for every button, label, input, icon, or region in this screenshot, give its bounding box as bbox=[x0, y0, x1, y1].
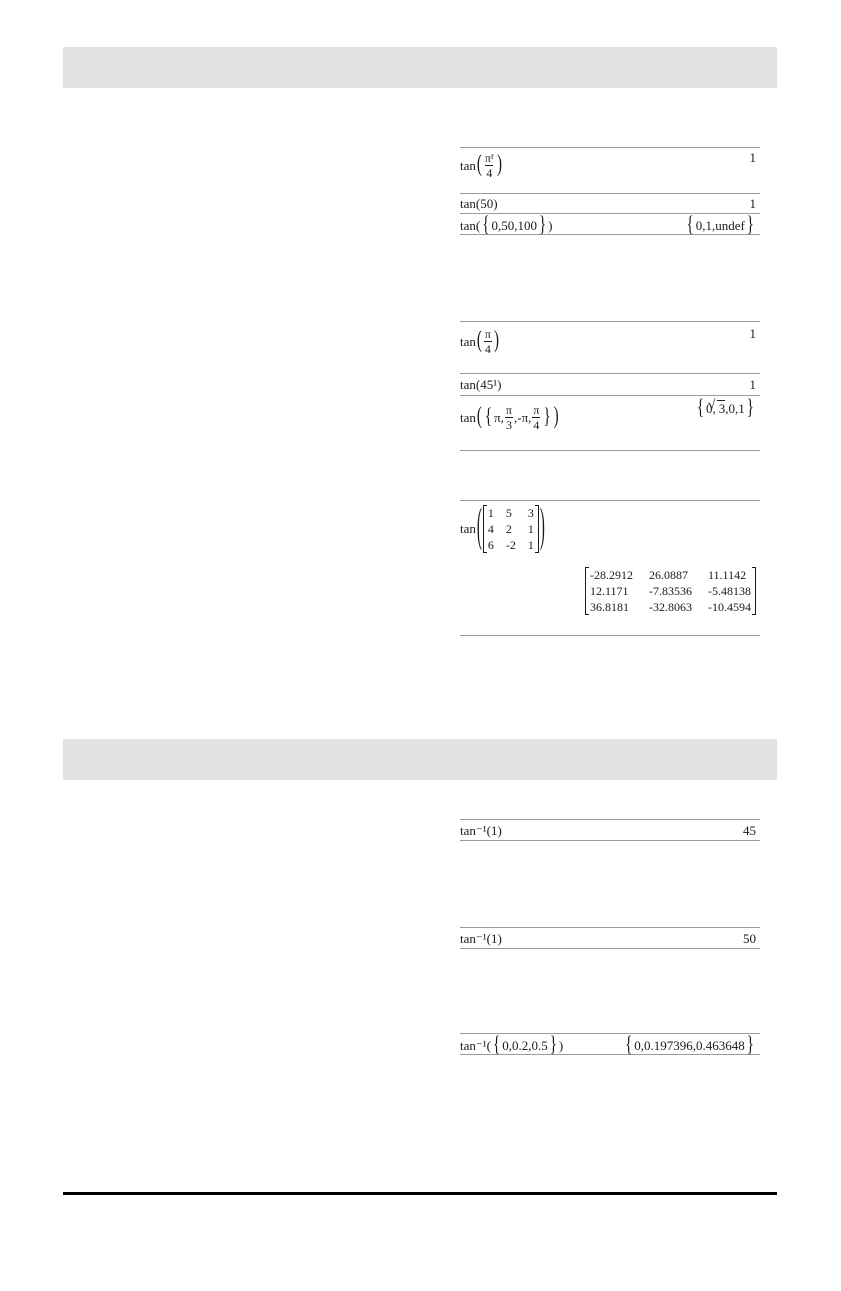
example-row: tan ( { π, $\frac{\pi}{3}$ ,-π, $\frac{\pi}{4}$ } ) { 0, √ 3 ,0,1 } bbox=[460, 395, 760, 451]
example-box-3 bbox=[460, 500, 760, 636]
example-box-6 bbox=[460, 1033, 760, 1055]
example-box-4 bbox=[460, 819, 760, 841]
result: 45 bbox=[743, 823, 756, 838]
result: 1 bbox=[749, 150, 756, 165]
section-header-arctan bbox=[63, 739, 777, 780]
section-header-tan bbox=[63, 47, 777, 88]
input-matrix: 1 5 3 4 2 1 6 -2 1 bbox=[483, 505, 539, 553]
function-name: tan bbox=[460, 157, 476, 173]
result bbox=[585, 567, 756, 615]
example-box-2 bbox=[460, 321, 760, 451]
result-matrix: -28.2912 26.0887 11.1142 12.1171 -7.83536 -5.48138 36.8181 -32.8063 -10.4594 bbox=[585, 567, 756, 615]
result: 1 bbox=[749, 326, 756, 341]
result: { 0,1,undef } bbox=[686, 212, 754, 237]
result: { 0,0.197396,0.463648 } bbox=[625, 1032, 754, 1057]
example-row: tan ( 1 5 3 4 2 1 6 -2 1 ) -28.2912 26.0887 11.1142 12.1171 -7.83536 -5.48138 36.8181 -32.8063 -10.4594 bbox=[460, 500, 760, 636]
fraction: $\frac{\pi^r}{4}$ bbox=[484, 151, 494, 180]
result: { 0, √ 3 ,0,1 } bbox=[695, 400, 756, 417]
example-row: tan ( 45¹ ) 1 bbox=[460, 373, 760, 395]
example-row: tan⁻¹ ( 1 ) 45 bbox=[460, 819, 760, 841]
example-row: tan ( $\frac{\pi}{4}$ ) 1 bbox=[460, 321, 760, 373]
example-box-5 bbox=[460, 927, 760, 949]
result: 50 bbox=[743, 931, 756, 946]
example-row: tan ( { 0,50,100 } ) { 0,1,undef } bbox=[460, 213, 760, 235]
footer-rule bbox=[63, 1192, 777, 1195]
example-row: tan⁻¹ ( { 0,0.2,0.5 } ) { 0,0.197396,0.463648 } bbox=[460, 1033, 760, 1055]
example-row: tan ( 50 ) 1 bbox=[460, 193, 760, 213]
result: 1 bbox=[749, 196, 756, 211]
example-box-1 bbox=[460, 147, 760, 235]
example-row: tan ( $\frac{\pi^r}{4}$ ) 1 bbox=[460, 147, 760, 193]
result: 1 bbox=[749, 377, 756, 392]
example-row: tan⁻¹ ( 1 ) 50 bbox=[460, 927, 760, 949]
